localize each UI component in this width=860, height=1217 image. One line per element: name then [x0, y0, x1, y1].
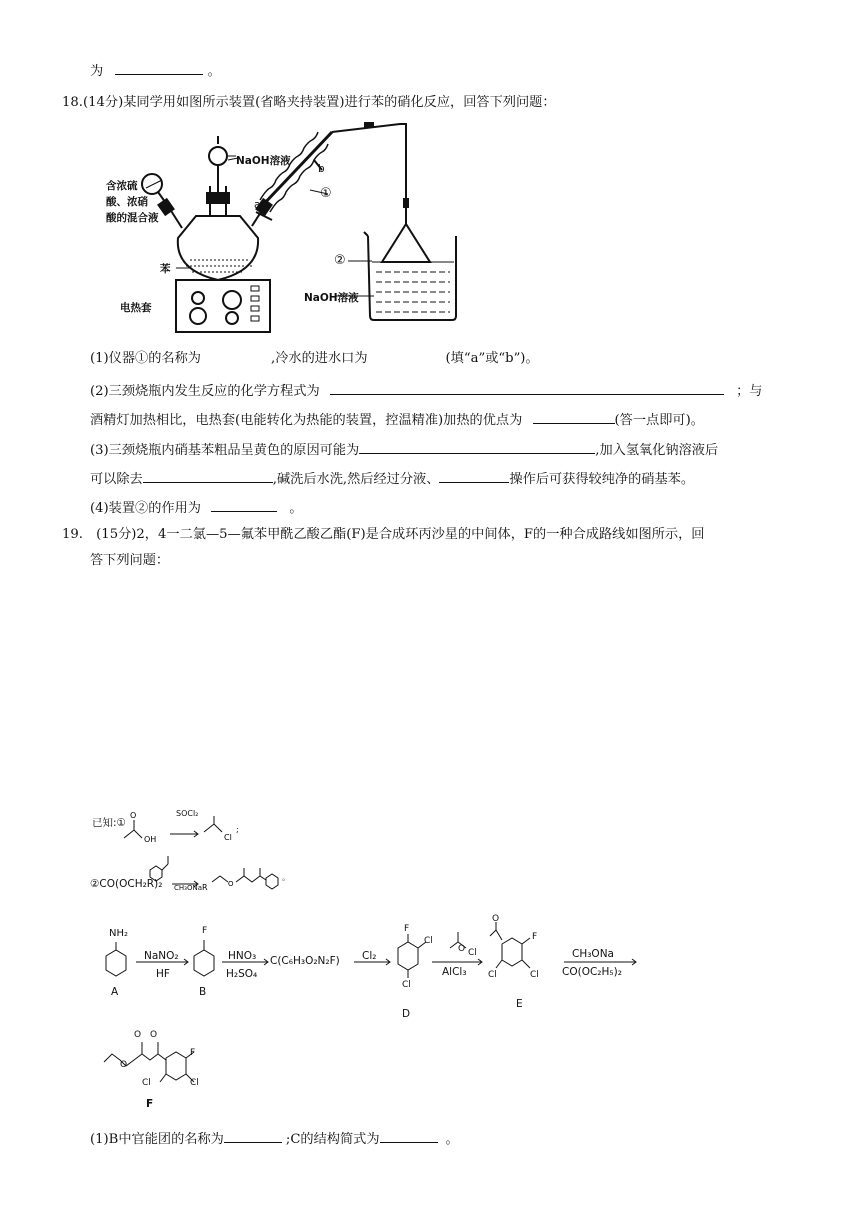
q17-prefix: 为 [90, 64, 104, 79]
compound-C-formula: C(C₆H₃O₂N₂F) [270, 955, 340, 967]
inlet-a-label: a [254, 199, 261, 211]
answer-blank[interactable] [224, 1128, 282, 1143]
inlet-b-label: b [318, 163, 325, 175]
reagent-2-top: HNO₃ [228, 950, 257, 962]
known2-label: ②CO(OCH₂R)₂ [90, 878, 163, 890]
known-label: 已知:① [92, 817, 126, 829]
answer-blank[interactable] [211, 497, 277, 512]
beaker [368, 236, 456, 320]
tube [332, 124, 406, 224]
svg-text:OH: OH [144, 835, 157, 844]
svg-text:Cl: Cl [224, 833, 232, 842]
compound-B-label: B [199, 986, 207, 998]
svg-text:O: O [228, 880, 234, 888]
answer-blank[interactable] [330, 380, 724, 395]
device-1-label: ① [320, 186, 332, 201]
ring-F [166, 1052, 186, 1080]
answer-blank[interactable] [143, 468, 273, 483]
ring-D [398, 942, 418, 970]
q19-stem-1: 19. (15分)2，4一二氯—5—氟苯甲酰乙酸乙酯(F)是合成环丙沙星的中间体，F的一种合成路线如图所示，回 [62, 527, 705, 542]
ring-E [502, 938, 522, 966]
naoh-funnel-label: NaOH溶液 [236, 155, 291, 167]
heater-label: 电热套 [120, 302, 152, 314]
compound-F-label: F [146, 1098, 154, 1110]
ring-B [194, 950, 214, 976]
answer-blank[interactable] [359, 439, 595, 454]
benzene-label: 苯 [160, 263, 171, 275]
answer-blank[interactable] [380, 1128, 438, 1143]
q18-sub1: (1)仪器①的名称为 ,冷水的进水口为 (填“a”或“b”)。 [90, 351, 539, 366]
device-2-label: ② [334, 253, 346, 268]
q17-answer-line [90, 60, 221, 81]
reagent-2-bottom: H₂SO₄ [226, 968, 258, 980]
funnel [382, 224, 430, 262]
reagent-1-top: NaNO₂ [144, 950, 179, 962]
mixed-acid-label-1: 含浓硫 [106, 180, 138, 192]
A-amino-group: NH₂ [109, 928, 129, 939]
answer-blank[interactable] [115, 60, 203, 75]
q17-suffix: 。 [207, 64, 221, 79]
compound-D-label: D [402, 1008, 411, 1020]
known2-reagent: CH₃ONa [174, 884, 202, 892]
nitration-apparatus-figure [110, 120, 650, 340]
q18-sub2-line2: 酒精灯加热相比，电热套(电能转化为热能的装置，控温精准)加热的优点为 (答一点即可)。 [90, 409, 704, 430]
known1-reagent: SOCl₂ [176, 809, 199, 818]
mixed-acid-label-2: 酸、浓硝 [106, 196, 148, 208]
q19-stem-2: 答下列问题： [90, 553, 170, 568]
reagent-5-bottom: CO(OC₂H₅)₂ [562, 966, 622, 978]
q18-sub3-line2: 可以除去 ,碱洗后水洗,然后经过分液、 操作后可获得较纯净的硝基苯。 [90, 468, 694, 489]
q19-sub1: (1)B中官能团的名称为 ;C的结构简式为 。 [90, 1128, 459, 1149]
svg-text:。: 。 [282, 873, 290, 882]
svg-text:;: ; [236, 825, 239, 834]
reagent-5-top: CH₃ONa [572, 948, 614, 960]
mixed-acid-label-3: 酸的混合液 [106, 212, 159, 224]
q18-sub2-line1: (2)三颈烧瓶内发生反应的化学方程式为 ；与 [90, 380, 762, 401]
q18-sub4: (4)装置②的作用为 。 [90, 497, 303, 518]
naoh-beaker-label: NaOH溶液 [304, 292, 359, 304]
answer-blank[interactable] [439, 468, 509, 483]
compound-A-label: A [111, 986, 119, 998]
answer-blank[interactable] [533, 409, 615, 424]
reagent-4-bottom: AlCl₃ [442, 966, 467, 978]
reagent-1-bottom: HF [156, 968, 170, 980]
compound-E-label: E [516, 998, 523, 1010]
three-neck-flask [178, 216, 258, 280]
svg-text:O: O [130, 811, 137, 820]
q18-stem: 18.(14分)某同学用如图所示装置(省略夹持装置)进行苯的硝化反应，回答下列问题： [62, 95, 556, 110]
q18-sub3-line1: (3)三颈烧瓶内硝基苯粗品呈黄色的原因可能为 ,加入氢氧化钠溶液后 [90, 439, 718, 460]
ring-A [106, 950, 126, 976]
reagent-3-top: Cl₂ [362, 950, 377, 962]
svg-text:R: R [202, 883, 208, 892]
